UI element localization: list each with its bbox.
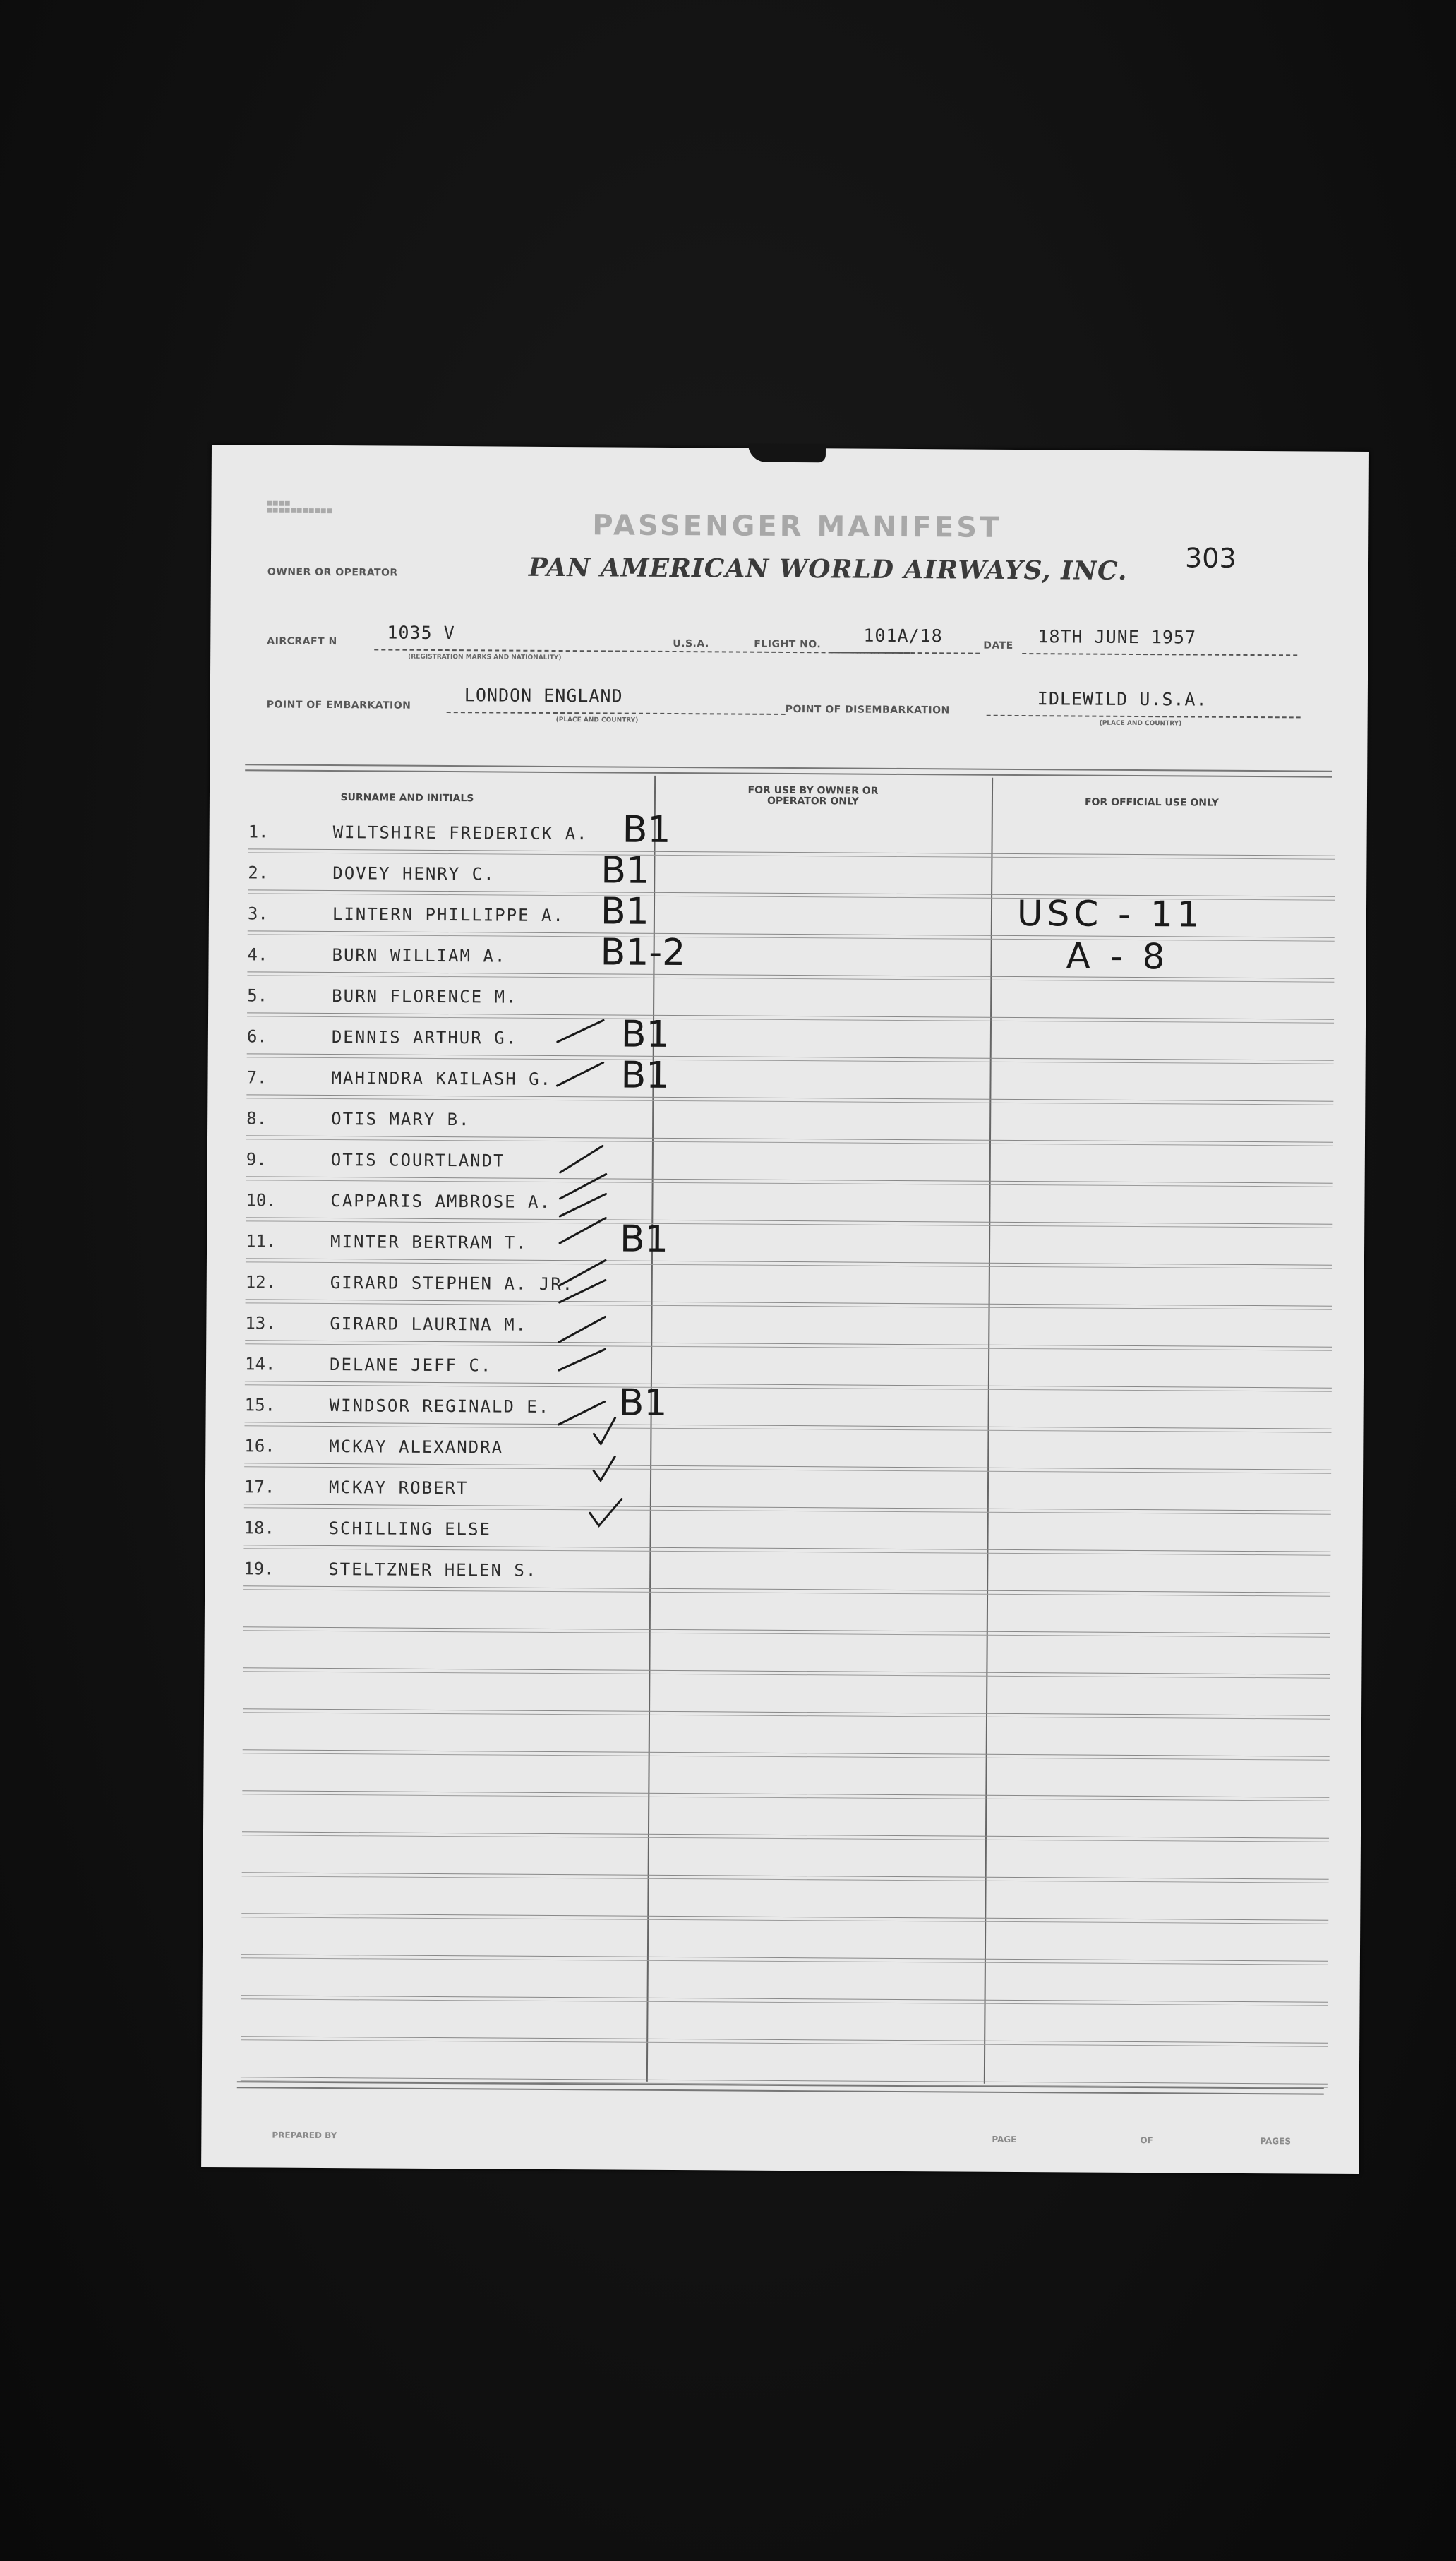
row-number: 14. [244, 1354, 276, 1374]
prepared-by: PREPARED BY [272, 2130, 337, 2141]
row-number: 13. [245, 1313, 276, 1333]
passenger-name: OTIS MARY B. [331, 1109, 471, 1130]
slash-mark [557, 1062, 603, 1086]
passenger-name: DOVEY HENRY C. [332, 863, 495, 884]
passenger-name: GIRARD LAURINA M. [330, 1314, 528, 1335]
passenger-name: MCKAY ALEXANDRA [329, 1437, 504, 1458]
disembark-value: IDLEWILD U.S.A. [1037, 688, 1208, 710]
slash-mark [558, 1020, 603, 1042]
slash-mark [560, 1280, 606, 1302]
aircraft-value: 1035 V [387, 622, 455, 644]
embark-sub: (PLACE AND COUNTRY) [555, 716, 639, 724]
page-number: 303 [1184, 542, 1237, 574]
row-number: 11. [246, 1231, 277, 1252]
handwritten-mark: B1 [619, 1218, 669, 1261]
passenger-name: CAPPARIS AMBROSE A. [330, 1191, 552, 1212]
passenger-name: DELANE JEFF C. [329, 1355, 493, 1376]
row-number: 2. [248, 863, 269, 883]
pages-label: PAGES [1260, 2136, 1292, 2147]
slash-mark [560, 1174, 606, 1199]
col-owner: FOR USE BY OWNER OR OPERATOR ONLY [747, 784, 879, 808]
form-title: PASSENGER MANIFEST [592, 509, 1002, 544]
row-number: 8. [246, 1108, 267, 1129]
check-mark [594, 1456, 615, 1480]
col-surname: SURNAME AND INITIALS [340, 792, 474, 805]
passenger-name: STELTZNER HELEN S. [328, 1559, 538, 1581]
handwritten-mark: B1 [600, 890, 649, 933]
manifest-sheet [201, 445, 1369, 2174]
date-value: 18TH JUNE 1957 [1037, 626, 1197, 648]
check-mark [594, 1417, 615, 1444]
col-official: FOR OFFICIAL USE ONLY [1084, 796, 1219, 809]
row-number: 10. [246, 1190, 277, 1211]
check-mark [590, 1499, 622, 1525]
embark-value: LONDON ENGLAND [464, 685, 623, 707]
row-number: 19. [243, 1559, 275, 1579]
slash-mark [560, 1146, 603, 1172]
row-number: 4. [247, 944, 268, 965]
corner-stamp: ■■■■ ■■■■■■■■■■■ [266, 500, 333, 515]
row-number: 5. [247, 985, 268, 1006]
passenger-name: SCHILLING ELSE [328, 1518, 492, 1540]
row-number: 15. [244, 1395, 276, 1415]
passenger-name: BURN FLORENCE M. [332, 986, 518, 1007]
passenger-name: WINDSOR REGINALD E. [329, 1396, 550, 1417]
passenger-name: DENNIS ARTHUR G. [331, 1027, 518, 1048]
usa-label: U.S.A. [673, 637, 709, 650]
passenger-name: MAHINDRA KAILASH G. [331, 1068, 553, 1089]
row-number: 7. [246, 1067, 267, 1088]
airline-name: PAN AMERICAN WORLD AIRWAYS, INC. [528, 552, 1128, 586]
passenger-name: BURN WILLIAM A. [332, 945, 507, 966]
handwritten-mark: B1 [620, 1054, 670, 1097]
handwritten-mark: B1 [620, 1013, 670, 1056]
slash-mark [560, 1194, 606, 1216]
aircraft-label: AIRCRAFT N [267, 635, 337, 648]
passenger-name: WILTSHIRE FREDERICK A. [332, 822, 589, 844]
row-number: 3. [247, 904, 268, 924]
official-note-1: USC - 11 [1016, 892, 1204, 935]
row-number: 16. [244, 1436, 275, 1456]
row-number: 12. [245, 1272, 277, 1293]
handwritten-mark: B1-2 [600, 931, 686, 975]
passenger-name: OTIS COURTLANDT [330, 1150, 505, 1171]
disembark-sub: (PLACE AND COUNTRY) [1099, 719, 1182, 728]
row-number: 1. [248, 822, 269, 842]
row-number: 17. [243, 1477, 275, 1497]
slash-mark [559, 1317, 605, 1342]
official-note-2: A - 8 [1066, 935, 1169, 978]
row-number: 6. [246, 1026, 267, 1047]
passenger-name: MCKAY ROBERT [328, 1477, 469, 1499]
disembark-label: POINT OF DISEMBARKATION [785, 703, 950, 716]
owner-label: OWNER OR OPERATOR [267, 566, 398, 579]
of-label: OF [1140, 2135, 1153, 2146]
slash-mark [560, 1218, 606, 1243]
handwritten-mark: B1 [601, 849, 650, 892]
handwritten-marks [201, 445, 1369, 2174]
page-label: PAGE [992, 2134, 1017, 2145]
handwritten-mark: B1 [622, 808, 671, 851]
passenger-name: GIRARD STEPHEN A. JR. [330, 1273, 574, 1295]
flight-label: FLIGHT NO. [754, 638, 822, 651]
handwritten-mark: B1 [618, 1381, 668, 1425]
slash-mark [559, 1401, 605, 1425]
slash-mark [559, 1349, 605, 1370]
registration-sub: (REGISTRATION MARKS AND NATIONALITY) [408, 653, 562, 662]
passenger-name: LINTERN PHILLIPPE A. [332, 904, 565, 926]
row-number: 9. [246, 1149, 267, 1170]
row-number: 18. [243, 1518, 275, 1538]
date-label: DATE [983, 640, 1013, 652]
embark-label: POINT OF EMBARKATION [266, 699, 411, 712]
passenger-name: MINTER BERTRAM T. [330, 1232, 528, 1253]
slash-mark [560, 1260, 606, 1285]
flight-value: 101A/18 [863, 625, 943, 647]
